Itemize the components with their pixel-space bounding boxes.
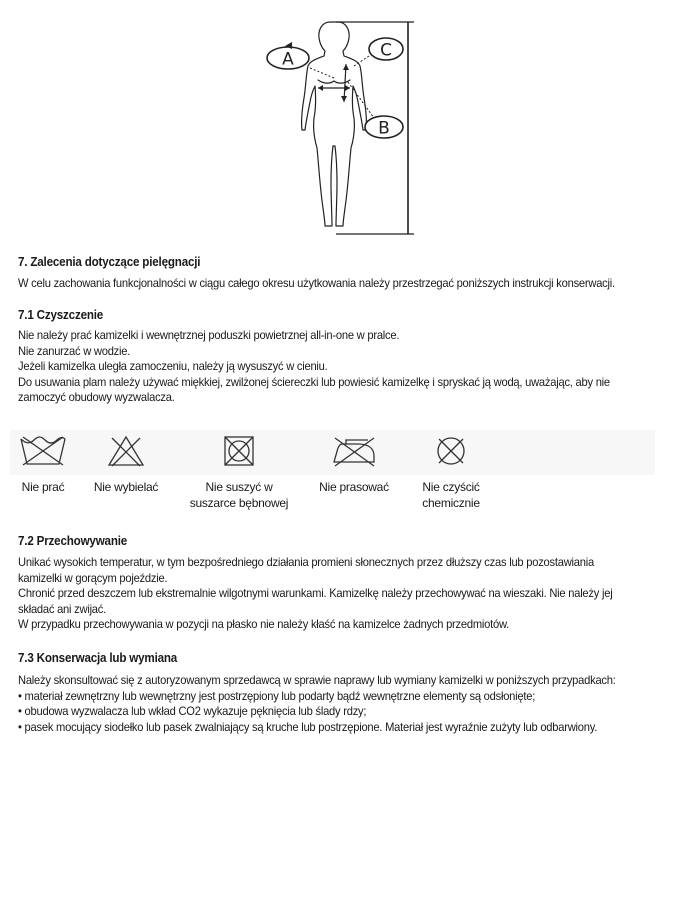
care-symbol-no-iron — [330, 434, 378, 468]
section-7-3-bullet: • obudowa wyzwalacza lub wkład CO2 wykazuje pęknięcia lub ślady rdzy; — [18, 704, 367, 718]
section-7-title: 7. Zalecenia dotyczące pielęgnacji — [18, 255, 201, 269]
section-7-3-title: 7.3 Konserwacja lub wymiana — [18, 651, 178, 665]
section-7-3 — [18, 651, 658, 735]
section-7-2-line: Chronić przed deszczem lub ekstremalnie wilgotnymi warunkami. Kamizelkę należy przechowywać na wieszaki. Nie należy jej — [18, 586, 613, 600]
section-7-2-title: 7.2 Przechowywanie — [18, 534, 128, 548]
no-dry-clean-icon — [434, 434, 468, 468]
care-label-no-bleach: Nie wybielać — [93, 480, 159, 494]
section-7-1-line: Jeżeli kamizelka uległa zamoczeniu, należy ją wysuszyć w cieniu. — [18, 359, 328, 373]
section-7-2-line: Unikać wysokich temperatur, w tym bezpośredniego działania promieni słonecznych przez dłuższy czas lub pozostawiania — [18, 555, 594, 569]
section-7-1-body — [18, 328, 660, 406]
section-7-1-line: Nie należy prać kamizelki i wewnętrznej poduszki powietrznej all-in-one w pralce. — [18, 328, 400, 342]
label-a: A — [282, 49, 294, 70]
section-7-1-title: 7.1 Czyszczenie — [18, 308, 104, 322]
section-7-1-line: zamoczyć obudowy wyzwalacza. — [18, 390, 175, 404]
no-tumble-dry-icon — [222, 434, 256, 468]
care-label-line: Nie czyścić — [422, 480, 480, 494]
care-label-no-tumble-dry — [184, 480, 294, 511]
section-7 — [18, 255, 658, 292]
no-iron-icon — [330, 434, 378, 468]
section-7-1-line: Nie zanurzać w wodzie. — [18, 343, 131, 358]
no-wash-icon — [18, 434, 68, 468]
section-7-3-bullet: • pasek mocujący siodełko lub pasek zwalniający są kruche lub postrzępione. Materiał jest wyraźnie zużyty lub odbarwiony. — [18, 719, 598, 734]
section-7-2-body — [18, 555, 660, 633]
section-7-3-line: Należy skonsultować się z autoryzowanym sprzedawcą w sprawie naprawy lub wymiany kamizelki w poniższych przypadkach: — [18, 673, 616, 687]
section-7-1-line: Do usuwania plam należy używać miękkiej, zwilżonej ściereczki lub powiesić kamizelkę i spryskać ją wodą, uważając, aby nie — [18, 374, 610, 389]
care-symbol-no-wash — [18, 434, 68, 468]
section-7-2-line: składać ani zwijać. — [18, 601, 107, 616]
care-label-no-iron: Nie prasować — [319, 480, 389, 494]
body-figure-illustration — [258, 18, 428, 240]
body-measurement-diagram — [258, 18, 428, 240]
no-bleach-icon — [106, 434, 146, 468]
care-symbol-no-tumble-dry — [222, 434, 256, 468]
label-c: C — [380, 40, 392, 61]
section-7-2-line: kamizelki w gorącym pojeździe. — [18, 570, 168, 585]
care-label-line: Nie suszyć w — [205, 480, 273, 494]
section-7-intro: W celu zachowania funkcjonalności w ciągu całego okresu użytkowania należy przestrzegać poniższych instrukcji konserwacji. — [18, 276, 615, 290]
care-symbol-no-bleach — [106, 434, 146, 468]
section-7-2-line: W przypadku przechowywania w pozycji na płasko nie należy kłaść na kamizelce żadnych przedmiotów. — [18, 617, 510, 631]
care-label-line: suszarce bębnowej — [189, 495, 289, 510]
section-7-2 — [18, 534, 658, 633]
section-7-3-body — [18, 673, 660, 735]
section-7-3-bullet: • materiał zewnętrzny lub wewnętrzny jest postrzępiony lub podarty bądź wewnętrzne elementy są odsłonięte; — [18, 688, 536, 703]
label-b: B — [378, 118, 390, 139]
care-symbol-no-dry-clean — [434, 434, 468, 468]
care-label-no-wash: Nie prać — [21, 480, 65, 494]
section-7-1 — [18, 308, 658, 406]
care-label-line: chemicznie — [422, 495, 480, 510]
care-label-no-dry-clean — [408, 480, 494, 511]
